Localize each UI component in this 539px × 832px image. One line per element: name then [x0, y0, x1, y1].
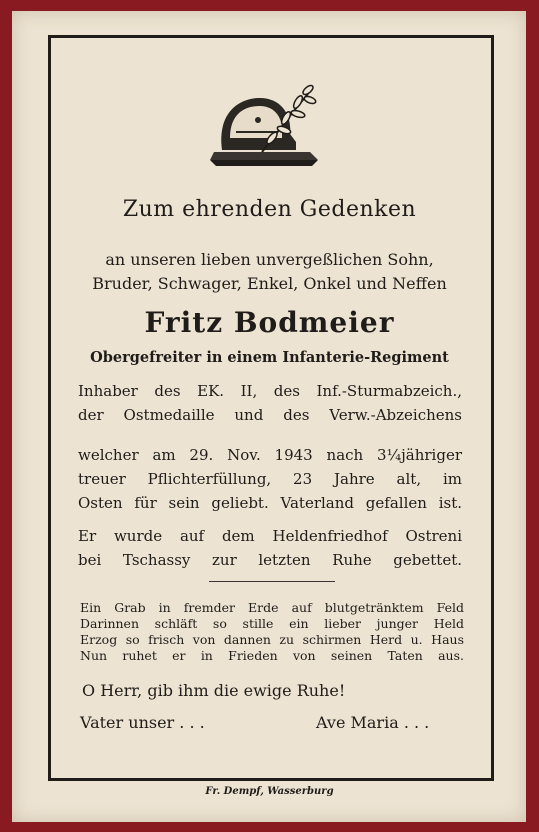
poem-line: Ein Grab in fremder Erde auf blutgetränktem Feld [80, 600, 464, 615]
military-rank: Obergefreiter in einem Infanterie-Regiment [90, 349, 449, 366]
burial-line-1: Er wurde auf dem Heldenfriedhof Ostreni [78, 527, 462, 545]
section-divider [209, 581, 335, 582]
poem-line: Erzog so frisch von dannen zu schirmen Herd u. Haus [80, 632, 464, 647]
helmet-with-laurel-icon [200, 82, 330, 172]
prayer-text: O Herr, gib ihm die ewige Ruhe! [82, 681, 346, 700]
death-line-2: treuer Pflichterfüllung, 23 Jahre alt, im [78, 470, 462, 488]
decorations-line-2: der Ostmedaille und des Verw.-Abzeichens [78, 406, 462, 424]
intro-line-1: an unseren lieben unvergeßlichen Sohn, [105, 250, 434, 269]
card-heading: Zum ehrenden Gedenken [122, 197, 417, 222]
burial-line-2: bei Tschassy zur letzten Ruhe gebettet. [78, 551, 462, 569]
death-line-1: welcher am 29. Nov. 1943 nach 3¼jähriger [78, 446, 462, 464]
intro-line-2: Bruder, Schwager, Enkel, Onkel und Neffen [92, 274, 447, 293]
death-line-3: Osten für sein geliebt. Vaterland gefallen ist. [78, 494, 462, 512]
deceased-name: Fritz Bodmeier [144, 306, 395, 339]
ave-maria-text: Ave Maria . . . [316, 713, 430, 732]
poem-line: Nun ruhet er in Frieden von seinen Taten aus. [80, 648, 464, 663]
printer-imprint: Fr. Dempf, Wasserburg [205, 786, 334, 797]
poem-line: Darinnen schläft so stille ein lieber junger Held [80, 616, 464, 631]
decorations-line-1: Inhaber des EK. II, des Inf.-Sturmabzeich., [78, 382, 462, 400]
vater-unser-text: Vater unser . . . [80, 713, 205, 732]
